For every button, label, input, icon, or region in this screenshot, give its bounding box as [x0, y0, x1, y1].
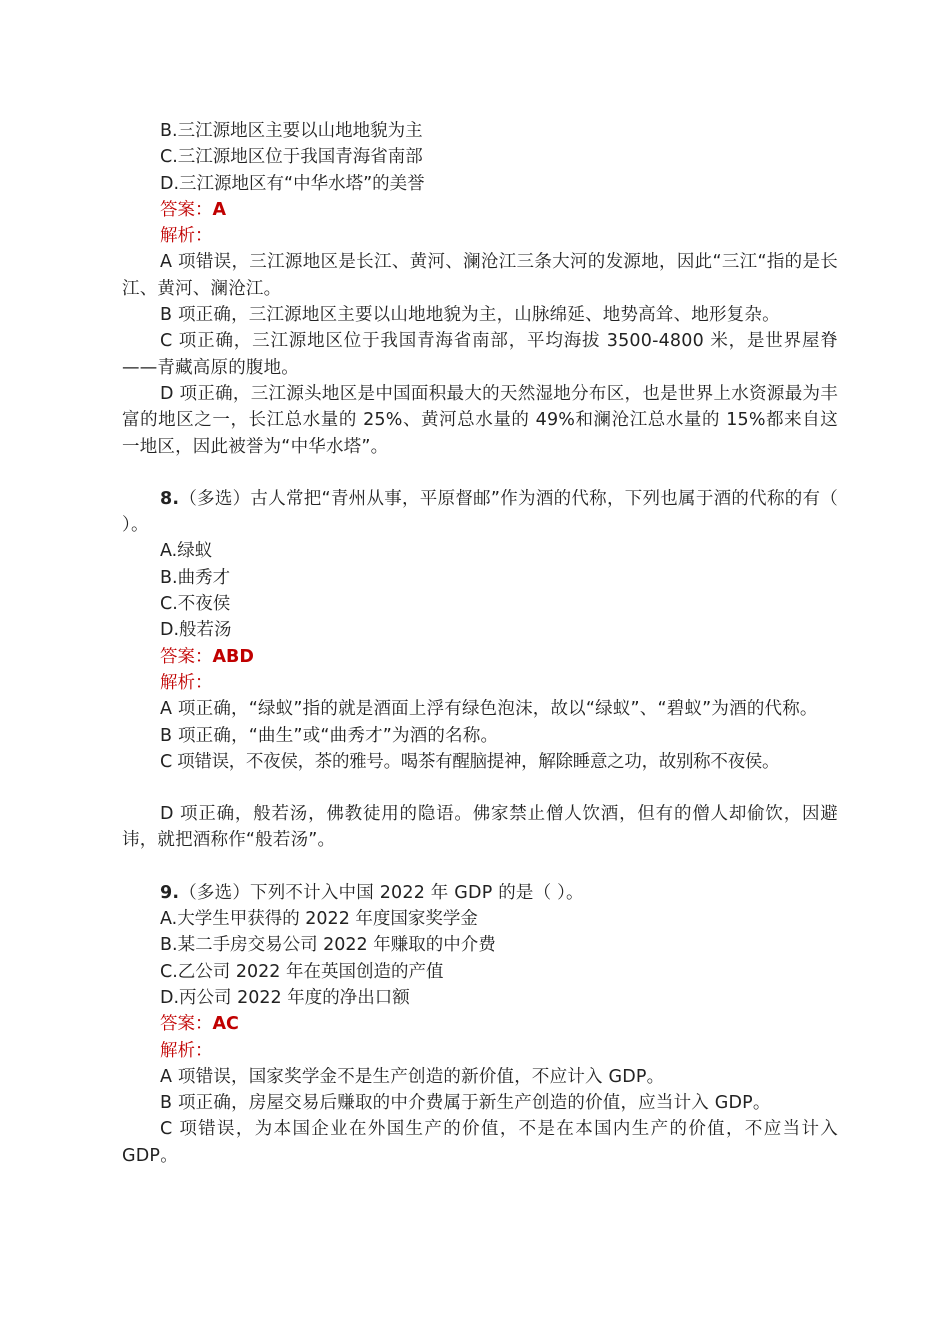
answer-value: AC — [212, 1014, 239, 1035]
question-text: （多选）古人常把“青州从事，平原督邮”作为酒的代称，下列也属于酒的代称的有（ ）。 — [122, 488, 838, 536]
q7-option-c: C.三江源地区位于我国青海省南部 — [160, 147, 423, 168]
answer-label: 答案： — [160, 1014, 213, 1035]
q7-analysis-c: C 项正确，三江源地区位于我国青海省南部，平均海拔 3500-4800 米，是世界屋脊——青藏高原的腹地。 — [122, 331, 838, 378]
q8-option-b: B.曲秀才 — [160, 567, 231, 588]
q9-option-c: C.乙公司 2022 年在英国创造的产值 — [160, 961, 444, 982]
q7-analysis-a: A 项错误，三江源地区是长江、黄河、澜沧江三条大河的发源地，因此“三江“指的是长江、黄河、澜沧江。 — [122, 252, 838, 299]
q7-option-b: B.三江源地区主要以山地地貌为主 — [160, 121, 423, 141]
q8-option-c: C.不夜侯 — [160, 594, 231, 615]
answer-label: 答案： — [160, 646, 213, 667]
question-number: 8. — [160, 488, 180, 509]
q9-analysis-a: A 项错误，国家奖学金不是生产创造的新价值，不应计入 GDP。 — [160, 1066, 665, 1087]
q8-option-a: A.绿蚁 — [160, 541, 213, 562]
answer-label: 答案： — [160, 199, 213, 220]
answer-value: A — [212, 199, 227, 220]
q7-option-d: D.三江源地区有“中华水塔”的美誉 — [160, 173, 425, 194]
question-number: 9. — [160, 882, 180, 903]
q8-analysis-d: D 项正确，般若汤，佛教徒用的隐语。佛家禁止僧人饮酒，但有的僧人却偷饮，因避讳，就把酒称作“般若汤”。 — [122, 804, 838, 851]
q8-answer — [122, 644, 838, 670]
q8-option-d: D.般若汤 — [160, 620, 232, 641]
question-text: （多选）下列不计入中国 2022 年 GDP 的是（ ）。 — [179, 882, 584, 903]
q9-option-b: B.某二手房交易公司 2022 年赚取的中介费 — [160, 935, 496, 956]
q8-analysis-label: 解析： — [160, 672, 213, 693]
q9-option-d: D.丙公司 2022 年度的净出口额 — [160, 987, 410, 1008]
q9-stem — [122, 880, 838, 906]
q8-analysis-c: C 项错误，不夜侯，茶的雅号。喝茶有醒脑提神，解除睡意之功，故别称不夜侯。 — [160, 751, 780, 772]
q9-option-a: A.大学生甲获得的 2022 年度国家奖学金 — [160, 909, 478, 930]
q7-answer — [122, 197, 838, 223]
q9-analysis-c: C 项错误，为本国企业在外国生产的价值，不是在本国内生产的价值，不应当计入 GDP。 — [122, 1119, 838, 1166]
q8-analysis-b: B 项正确，“曲生”或“曲秀才”为酒的名称。 — [160, 725, 499, 746]
q7-analysis-label: 解析： — [160, 226, 213, 247]
q9-analysis-label: 解析： — [160, 1040, 213, 1061]
document-page — [122, 118, 838, 1169]
q8-analysis-a: A 项正确，“绿蚁”指的就是酒面上浮有绿色泡沫，故以“绿蚁”、“碧蚁”为酒的代称。 — [160, 699, 818, 720]
q8-stem — [122, 486, 838, 539]
q7-analysis-d: D 项正确，三江源头地区是中国面积最大的天然湿地分布区，也是世界上水资源最为丰富的地区之一，长江总水量的 25%、黄河总水量的 49%和澜沧江总水量的 15%都来自这一地区，因此被誉为“中华水塔”。 — [122, 383, 838, 457]
q9-answer — [122, 1011, 838, 1037]
answer-value: ABD — [212, 646, 254, 667]
q9-analysis-b: B 项正确，房屋交易后赚取的中介费属于新生产创造的价值，应当计入 GDP。 — [160, 1093, 771, 1114]
q7-analysis-b: B 项正确，三江源地区主要以山地地貌为主，山脉绵延、地势高耸、地形复杂。 — [160, 305, 780, 326]
